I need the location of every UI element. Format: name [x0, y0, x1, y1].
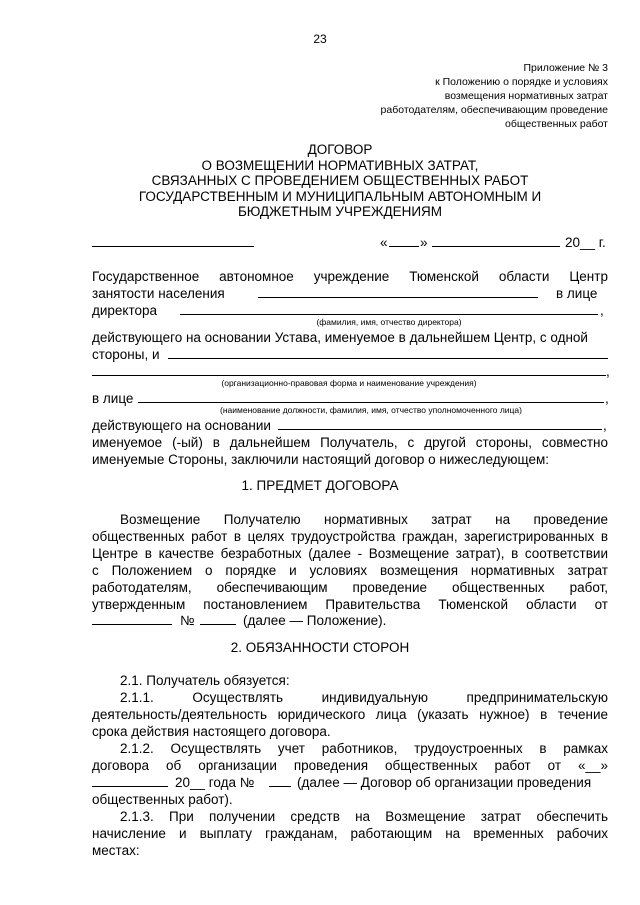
- date-close-quote: »: [420, 235, 428, 250]
- contract-number-blank[interactable]: [269, 786, 291, 787]
- section-1-line: с Положением о порядке и условиях возмещения нормативных затрат: [92, 563, 608, 578]
- center-name-blank[interactable]: [258, 297, 538, 298]
- date-open-quote: «: [380, 235, 388, 250]
- appendix-line: работодателям, обеспечивающим проведение: [380, 104, 608, 116]
- preamble-line-10: именуемые Стороны, заключили настоящий договор о нижеследующем:: [92, 452, 549, 467]
- clause-2-1-2-line: общественных работ).: [92, 792, 233, 807]
- clause-2-1-2-year: 20__ года №: [175, 775, 255, 790]
- page-number: 23: [313, 32, 327, 46]
- preamble-line-1: Государственное автономное учреждение Тюменской области Центр: [92, 269, 608, 284]
- document-title: [80, 142, 600, 220]
- representative-blank[interactable]: [138, 402, 604, 403]
- decree-number-sign: №: [180, 613, 195, 628]
- preamble-line-7: в лице: [92, 391, 134, 406]
- date-year: 20__ г.: [565, 235, 606, 250]
- preamble-line-2-left: занятости населения: [92, 286, 225, 301]
- month-blank[interactable]: [432, 246, 560, 247]
- clause-2-1-2-tail: (далее — Договор об организации проведения: [297, 775, 592, 790]
- director-blank[interactable]: [180, 314, 598, 315]
- decree-date-blank[interactable]: [92, 624, 172, 625]
- section-1-line: утвержденным постановлением Правительства Тюменской области от: [92, 597, 608, 612]
- preamble-line-8: действующего на основании: [92, 418, 271, 433]
- clause-2-1-2-line: договора об организации проведения общественных работ от «__»: [92, 758, 608, 773]
- appendix-line: общественных работ: [505, 118, 608, 130]
- day-blank[interactable]: [389, 246, 419, 247]
- caption-rep: (наименование должности, фамилия, имя, отчество уполномоченного лица): [220, 405, 522, 415]
- decree-number-blank[interactable]: [200, 624, 236, 625]
- preamble-line-5: стороны, и: [92, 347, 160, 362]
- appendix-line: Приложение № 3: [523, 62, 608, 74]
- contract-date-blank[interactable]: [92, 786, 168, 787]
- appendix-note: [308, 61, 608, 131]
- basis-blank[interactable]: [278, 429, 602, 430]
- section-1-tail: (далее — Положение).: [243, 613, 387, 628]
- clause-2-1: 2.1. Получатель обязуется:: [120, 673, 290, 688]
- place-blank[interactable]: [92, 246, 254, 247]
- appendix-line: возмещения нормативных затрат: [444, 90, 608, 102]
- preamble-line-4: действующего на основании Устава, именуемое в дальнейшем Центр, с одной: [92, 330, 588, 345]
- preamble-line-3: директора: [92, 303, 158, 318]
- section-1-line: общественных работ в целях трудоустройства граждан, зарегистрированных в: [92, 529, 608, 544]
- title-line: СВЯЗАННЫХ С ПРОВЕДЕНИЕМ ОБЩЕСТВЕННЫХ РАБОТ: [151, 173, 529, 188]
- section-1-line: Центре в качестве безработных (далее - Возмещение затрат), в соответствии: [92, 546, 608, 561]
- clause-2-1-3-line: начисление и выплату гражданам, работающим на временных рабочих: [92, 826, 608, 841]
- document-page: 23 Приложение № 3 к Положению о порядке и условиях возмещения нормативных затрат работодателям, обеспечивающим проведение общественных работ ДОГОВОР О ВОЗМЕЩЕНИИ НОРМАТИВНЫХ ЗАТРАТ, СВЯЗАННЫХ С ПРОВЕДЕНИЕМ ОБЩЕСТВЕННЫХ РАБОТ ГОСУДАРСТВЕННЫМ И МУНИЦИПАЛЬНЫМ АВТОНОМНЫМ И БЮДЖЕТНЫМ УЧРЕЖДЕНИЯМ « » 20__ г. Государственное автономное учреждение Тюменской области Центр занятости населения в лице директора , (фамилия, имя, отчество директора) действующего на основании Устава, именуемое в дальнейшем Центр, с одной стороны, и , (организационно-правовая форма и наименование учреждения) в лице , (наименование должности, фамилия, имя, отчество уполномоченного лица) действующего на основании , именуемое (-ый) в дальнейшем Получатель, с другой стороны, совместно именуемые Стороны, заключили настоящий договор о нижеследующем: 1. ПРЕДМЕТ ДОГОВОРА Возмещение Получателю нормативных затрат на проведение общественных работ в целях трудоустройства граждан, зарегистрированных в Центре в качестве безработных (далее - Возмещение затрат), в соответствии с Положением о порядке и условиях возмещения нормативных затрат работодателям, обеспечивающим проведение общественных работ, утвержденным постановлением Правительства Тюменской области от № (далее — Положение). 2. ОБЯЗАННОСТИ СТОРОН 2.1. Получатель обязуется: 2.1.1. Осуществлять индивидуальную предпринимательскую деятельность/деятельность юридического лица (указать нужное) в течение срока действия настоящего договора. 2.1.2. Осуществлять учет работников, трудоустроенных в рамках договора об организации проведения общественных работ от «__» 20__ года № (далее — Договор об организации проведения общественных работ). 2.1.3. При получении средств на Возмещение затрат обеспечить начисление и выплату гражданам, работающим на временных рабочих местах:: [0, 0, 640, 905]
- section-2-heading: 2. ОБЯЗАННОСТИ СТОРОН: [230, 640, 410, 655]
- section-1-line: работодателям, обеспечивающим проведение общественных работ,: [92, 580, 608, 595]
- caption-org: (организационно-правовая форма и наименование учреждения): [221, 378, 477, 388]
- clause-2-1-1-line: срока действия настоящего договора.: [92, 724, 331, 739]
- clause-2-1-1-line: деятельность/деятельность юридического лица (указать нужное) в течение: [92, 707, 608, 722]
- recipient-blank[interactable]: [168, 358, 608, 359]
- caption-director: (фамилия, имя, отчество директора): [316, 317, 462, 327]
- section-1-heading: 1. ПРЕДМЕТ ДОГОВОРА: [241, 478, 399, 493]
- appendix-line: к Положению о порядке и условиях: [435, 76, 608, 88]
- title-line: ДОГОВОР: [307, 142, 373, 157]
- title-line: ГОСУДАРСТВЕННЫМ И МУНИЦИПАЛЬНЫМ АВТОНОМНЫМ И: [138, 188, 542, 204]
- clause-2-1-2-line: 2.1.2. Осуществлять учет работников, трудоустроенных в рамках: [120, 741, 608, 756]
- clause-2-1-1-line: 2.1.1. Осуществлять индивидуальную предпринимательскую: [120, 690, 608, 705]
- recipient-blank-2[interactable]: [92, 375, 606, 376]
- title-line: БЮДЖЕТНЫМ УЧРЕЖДЕНИЯМ: [237, 204, 443, 219]
- clause-2-1-3-line: 2.1.3. При получении средств на Возмещение затрат обеспечить: [120, 809, 608, 824]
- clause-2-1-3-line: местах:: [92, 843, 140, 858]
- section-1-line: Возмещение Получателю нормативных затрат на проведение: [120, 512, 608, 527]
- preamble-line-2-right: в лице: [556, 286, 598, 301]
- title-line: О ВОЗМЕЩЕНИИ НОРМАТИВНЫХ ЗАТРАТ,: [201, 157, 479, 173]
- preamble-line-9: именуемое (-ый) в дальнейшем Получатель, с другой стороны, совместно: [92, 435, 608, 450]
